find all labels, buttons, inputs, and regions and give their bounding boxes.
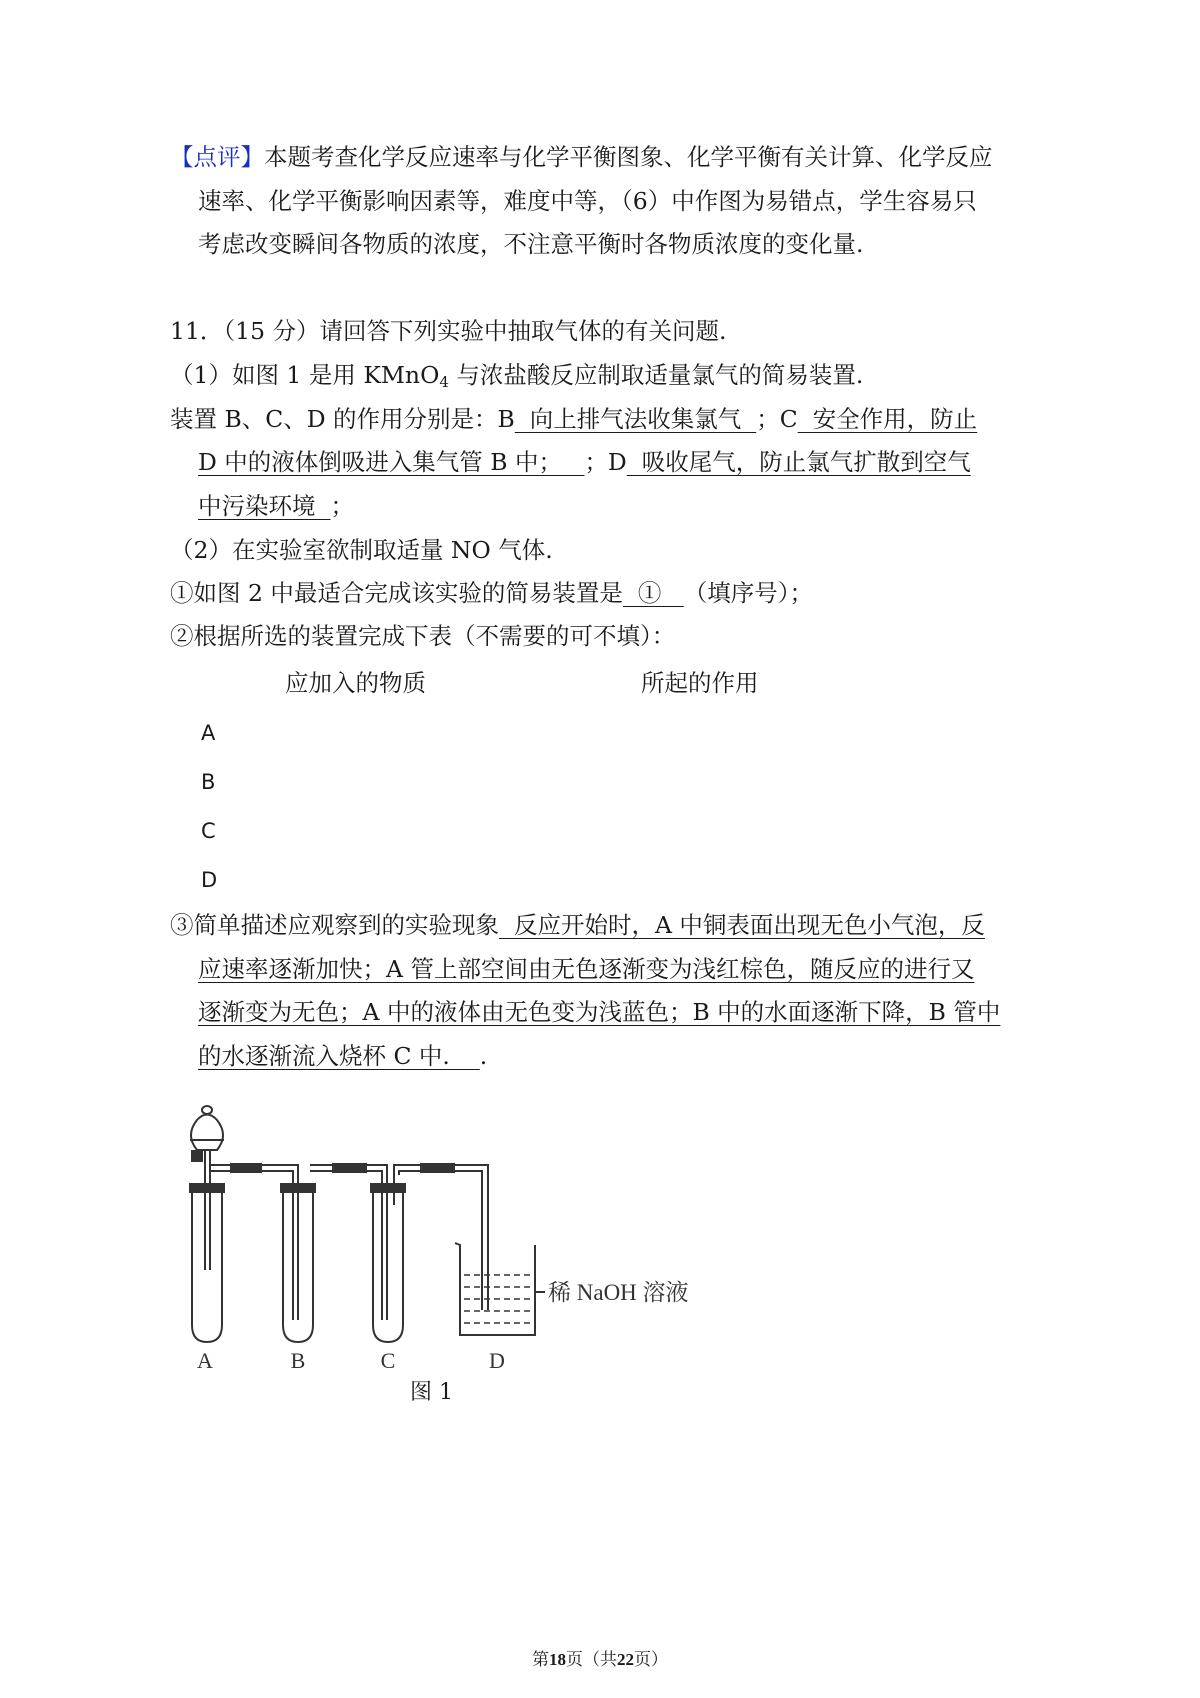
page-number: 18 <box>549 1650 566 1669</box>
part2-step-1: ①如图 2 中最适合完成该实验的简易装置是 ① （填序号）； <box>170 579 814 607</box>
part1-answer-line-3: 中污染环境 ； <box>198 492 354 520</box>
review-tag: 【点评】 <box>170 143 264 171</box>
table-header-function: 所起的作用 <box>641 669 759 697</box>
table-row-label: C <box>201 819 216 843</box>
part1-answer-line-2: D 中的液体倒吸进入集气管 B 中； ；D 吸收尾气，防止氯气扩散到空气 <box>198 448 971 476</box>
page-total: 22 <box>617 1650 634 1669</box>
table-row-label: D <box>201 868 218 892</box>
apparatus-figure <box>170 1095 790 1375</box>
separatory-funnel <box>191 1115 223 1151</box>
beaker-d <box>455 1243 535 1335</box>
question-heading: 11．（15 分）请回答下列实验中抽取气体的有关问题. <box>170 317 727 345</box>
solution-label: 稀 NaOH 溶液 <box>548 1280 689 1305</box>
table-header-substance: 应加入的物质 <box>285 669 426 697</box>
answer-b: 向上排气法收集氯气 <box>514 405 757 433</box>
part2-intro: （2）在实验室欲制取适量 NO 气体. <box>170 536 553 564</box>
tube-label: D <box>489 1348 505 1373</box>
tube-label: A <box>197 1348 213 1373</box>
part1-answer-line-1: 装置 B、C、D 的作用分别是：B 向上排气法收集氯气 ；C 安全作用，防止 <box>170 405 978 433</box>
tube-label: B <box>290 1348 306 1373</box>
test-tube-a <box>192 1190 222 1342</box>
review-line-1: 【点评】本题考查化学反应速率与化学平衡图象、化学平衡有关计算、化学反应 <box>170 143 993 171</box>
answer-c: 安全作用，防止 <box>797 405 978 433</box>
part1-intro: （1）如图 1 是用 KMnO$_4$ 与浓盐酸反应制取适量氯气的简易装置. <box>170 361 864 391</box>
part2-step-2: ②根据所选的装置完成下表（不需要的可不填）： <box>170 622 676 650</box>
review-line-3: 考虑改变瞬间各物质的浓度，不注意平衡时各物质浓度的变化量. <box>198 230 864 258</box>
figure-caption: 图 1 <box>410 1380 453 1405</box>
table-row-label: B <box>201 770 216 794</box>
review-line-2: 速率、化学平衡影响因素等，难度中等，（6）中作图为易错点，学生容易只 <box>198 187 977 215</box>
tube-label: C <box>380 1348 396 1373</box>
part2-step-3-line-4: 的水逐渐流入烧杯 C 中. . <box>198 1042 488 1070</box>
part2-step-3-line-1: ③简单描述应观察到的实验现象 反应开始时，A 中铜表面出现无色小气泡，反 <box>170 911 985 939</box>
page-footer: 第18页（共22页） <box>532 1650 668 1670</box>
part2-step-3-line-3: 逐渐变为无色；A 中的液体由无色变为浅蓝色；B 中的水面逐渐下降，B 管中 <box>198 998 1001 1026</box>
answer-device: ① <box>622 579 684 607</box>
table-row-label: A <box>201 721 216 745</box>
answer-d: 吸收尾气，防止氯气扩散到空气 <box>626 448 971 476</box>
part2-step-3-line-2: 应速率逐渐加快；A 管上部空间由无色逐渐变为浅红棕色，随反应的进行又 <box>198 955 975 983</box>
